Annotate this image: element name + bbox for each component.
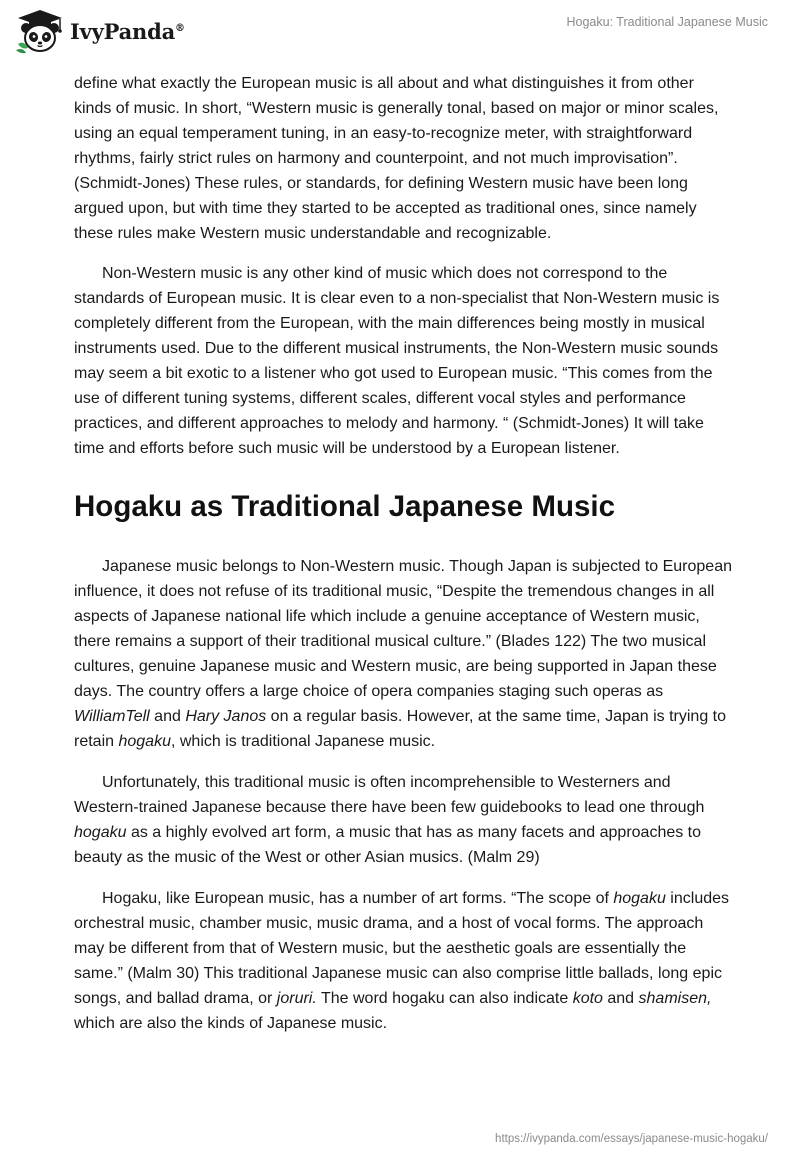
term-hogaku: hogaku [613,890,666,907]
brand-name: IvyPanda® [70,18,185,44]
opera-title: Hary Janos [185,708,267,725]
term-shamisen: shamisen, [638,990,712,1007]
term-joruri: joruri. [276,990,317,1007]
opera-title: WilliamTell [74,708,150,725]
term-hogaku: hogaku [118,733,171,750]
paragraph-non-western: Non-Western music is any other kind of music which does not correspond to the standards of European music. It is clear even to a non-specialist that Non-Western music is completely different from the European, with the main differences being mostly in musical instruments used. Due to the different musical instruments, the Non-Western music sounds may seem a bit exotic to a listener who got used to European music. “This comes from the use of different tuning systems, different scales, different vocal styles and performance practices, and different approaches to melody and harmony. “ (Schmidt-Jones) It will take time and efforts before such music will be understood by a European listener. [74,265,720,457]
source-url[interactable]: https://ivypanda.com/essays/japanese-music-hogaku/ [495,1133,768,1145]
term-koto: koto [572,990,603,1007]
section-heading: Hogaku as Traditional Japanese Music [74,490,616,523]
term-hogaku: hogaku [74,824,127,841]
paragraph-western-definition: define what exactly the European music is all about and what distinguishes it from other kinds of music. In short, “Western music is generally tonal, based on major or minor scales, using an equal temperament tuning, in an easy-to-recognize meter, with straightforward rhythms, fairly strict rules on harmony and counterpoint, and not much improvisation”. (Schmidt-Jones) These rules, or standards, for defining Western music have been long argued upon, but with time they started to be accepted as traditional ones, since namely these rules make Western music understandable and recognizable. [74,75,719,242]
ivypanda-logo[interactable] [14,8,185,54]
paragraph-art-forms: Hogaku, like European music, has a number of art forms. “The scope of hogaku includes orchestral music, chamber music, music drama, and a host of vocal forms. The approach may be different from that of Western music, but the aesthetic goals are essentially the same.” (Malm 30) This traditional Japanese music can also comprise little ballads, long epic songs, and ballad drama, or joruri. The word hogaku can also indicate koto and shamisen, which are also the kinds of Japanese music. [74,890,730,1032]
paragraph-japanese-music: Japanese music belongs to Non-Western music. Though Japan is subjected to European influence, it does not refuse of its traditional music, “Despite the tremendous changes in all aspects of Japanese national life which include a genuine acceptance of Western music, there remains a support of their traditional musical culture.” (Blades 122) The two musical cultures, genuine Japanese music and Western music, are being supported in Japan these days. The country offers a large choice of opera companies staging such operas as WilliamTell and Hary Janos on a regular basis. However, at the same time, Japan is trying to retain hogaku, which is traditional Japanese music. [74,558,732,750]
page-header [0,0,800,66]
paragraph-incomprehensible: Unfortunately, this traditional music is often incomprehensible to Westerners and Western-trained Japanese because there have been few guidebooks to lead one through hogaku as a highly evolved art form, a music that has as many facets and approaches to beauty as the music of the West or other Asian musics. (Malm 29) [74,774,705,866]
panda-graduate-icon [14,8,66,54]
registered-mark: ® [175,22,185,34]
article-body [74,71,734,1036]
document-title: Hogaku: Traditional Japanese Music [566,15,768,29]
